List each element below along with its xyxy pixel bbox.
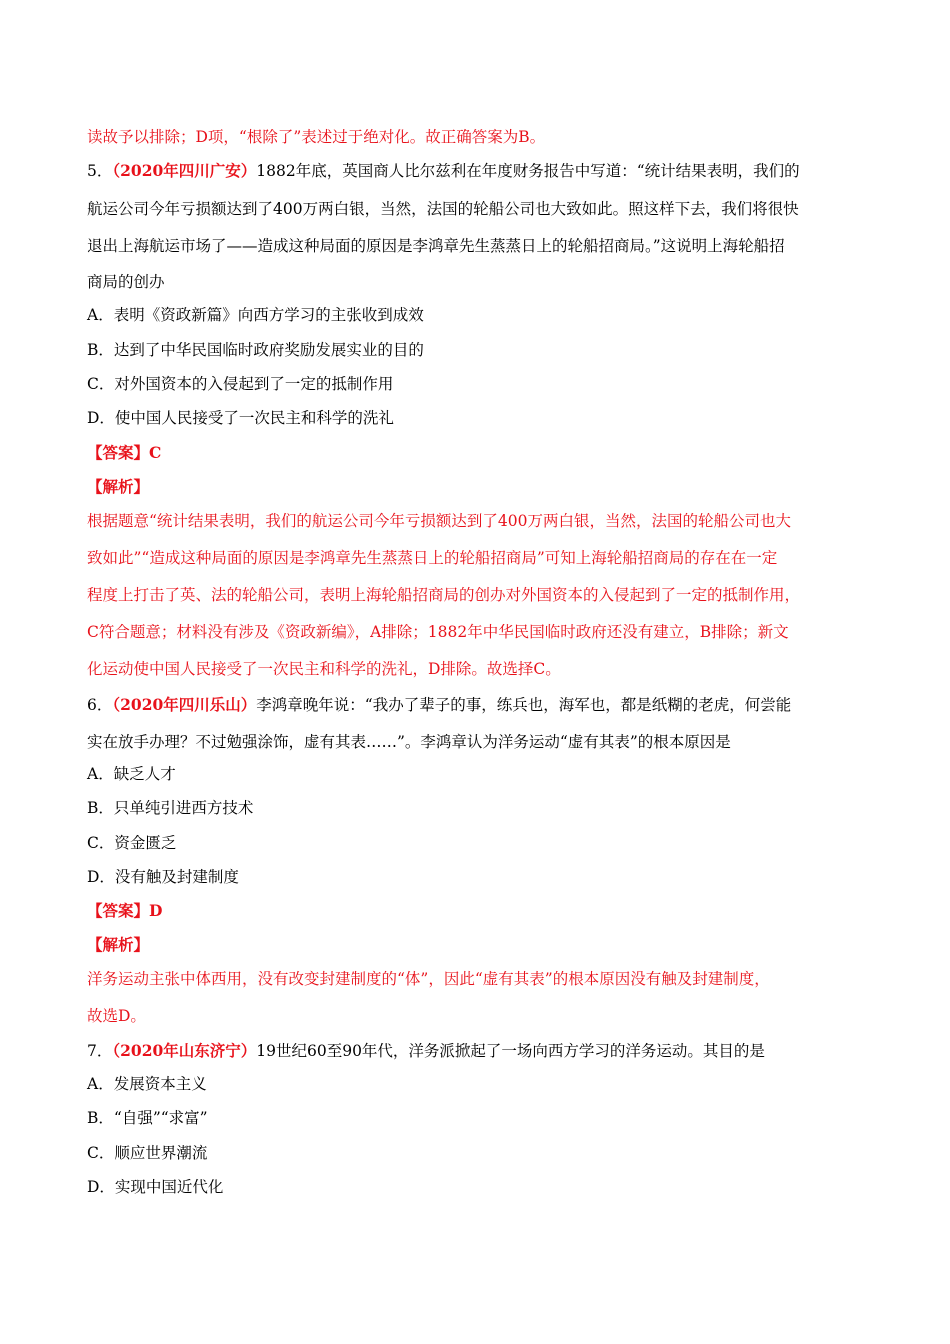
q7-option-b: B．“自强”“求富”: [87, 1109, 208, 1127]
q5-option-d: D．使中国人民接受了一次民主和科学的洗礼: [87, 409, 394, 427]
q5-answer: 【答案】C: [87, 443, 162, 462]
q5-option-c: C．对外国资本的入侵起到了一定的抵制作用: [87, 375, 394, 393]
q5-stem-text-1: 1882年底，英国商人比尔兹利在年度财务报告中写道：“统计结果表明，我们的: [256, 162, 800, 180]
q5-analysis-line-3: 程度上打击了英、法的轮船公司，表明上海轮船招商局的创办对外国资本的入侵起到了一定的抵制作用，: [87, 586, 801, 604]
q7-source: （2020年山东济宁）: [112, 1041, 257, 1060]
q6-option-b: B．只单纯引进西方技术: [87, 799, 254, 817]
q6-stem-text-1: 李鸿章晚年说：“我办了辈子的事，练兵也，海军也，都是纸糊的老虎，何尝能: [256, 696, 792, 714]
q6-stem-line-1: [87, 695, 863, 715]
q7-stem-line-1: [87, 1041, 863, 1061]
q5-analysis-line-4: C符合题意；材料没有涉及《资政新编》，A排除；1882年中华民国临时政府还没有建立，B排除；新文: [87, 623, 789, 641]
q7-number: 7．: [87, 1042, 113, 1060]
q6-source: （2020年四川乐山）: [112, 695, 257, 714]
q5-source: （2020年四川广安）: [112, 161, 257, 180]
q5-option-b: B．达到了中华民国临时政府奖励发展实业的目的: [87, 341, 424, 359]
previous-analysis-end: 读故予以排除；D项，“根除了”表述过于绝对化。故正确答案为B。: [87, 128, 546, 146]
q5-analysis-line-5: 化运动使中国人民接受了一次民主和科学的洗礼，D排除。故选择C。: [87, 660, 561, 678]
q6-answer: 【答案】D: [87, 901, 163, 920]
q5-stem-line-1: [87, 161, 863, 181]
q6-analysis-line-1: 洋务运动主张中体西用，没有改变封建制度的“体”，因此“虚有其表”的根本原因没有触及封建制度，: [87, 970, 770, 988]
q5-analysis-line-2: 致如此”“造成这种局面的原因是李鸿章先生蒸蒸日上的轮船招商局”可知上海轮船招商局的存在在一定: [87, 549, 778, 567]
q5-analysis-label: 【解析】: [87, 477, 150, 496]
q6-number: 6．: [87, 696, 113, 714]
q5-stem-line-2: 航运公司今年亏损额达到了400万两白银，当然，法国的轮船公司也大致如此。照这样下去，我们将很快: [87, 200, 799, 218]
q5-analysis-line-1: 根据题意“统计结果表明，我们的航运公司今年亏损额达到了400万两白银，当然，法国的轮船公司也大: [87, 512, 792, 530]
q5-number: 5．: [87, 162, 113, 180]
q5-stem-line-4: 商局的创办: [87, 273, 165, 291]
q5-stem-line-3: 退出上海航运市场了——造成这种局面的原因是李鸿章先生蒸蒸日上的轮船招商局。”这说明上海轮船招: [87, 237, 785, 255]
q6-option-d: D．没有触及封建制度: [87, 868, 239, 886]
q7-stem-text-1: 19世纪60至90年代，洋务派掀起了一场向西方学习的洋务运动。其目的是: [256, 1042, 765, 1060]
q7-option-a: A．发展资本主义: [87, 1075, 207, 1093]
q6-stem-line-2: 实在放手办理？不过勉强涂饰，虚有其表……”。李鸿章认为洋务运动“虚有其表”的根本原因是: [87, 733, 731, 751]
q6-option-c: C．资金匮乏: [87, 834, 177, 852]
q6-analysis-label: 【解析】: [87, 935, 150, 954]
q7-option-c: C．顺应世界潮流: [87, 1144, 208, 1162]
q6-option-a: A．缺乏人才: [87, 765, 176, 783]
q6-analysis-line-2: 故选D。: [87, 1007, 146, 1025]
q5-option-a: A．表明《资政新篇》向西方学习的主张收到成效: [87, 306, 424, 324]
q7-option-d: D．实现中国近代化: [87, 1178, 224, 1196]
